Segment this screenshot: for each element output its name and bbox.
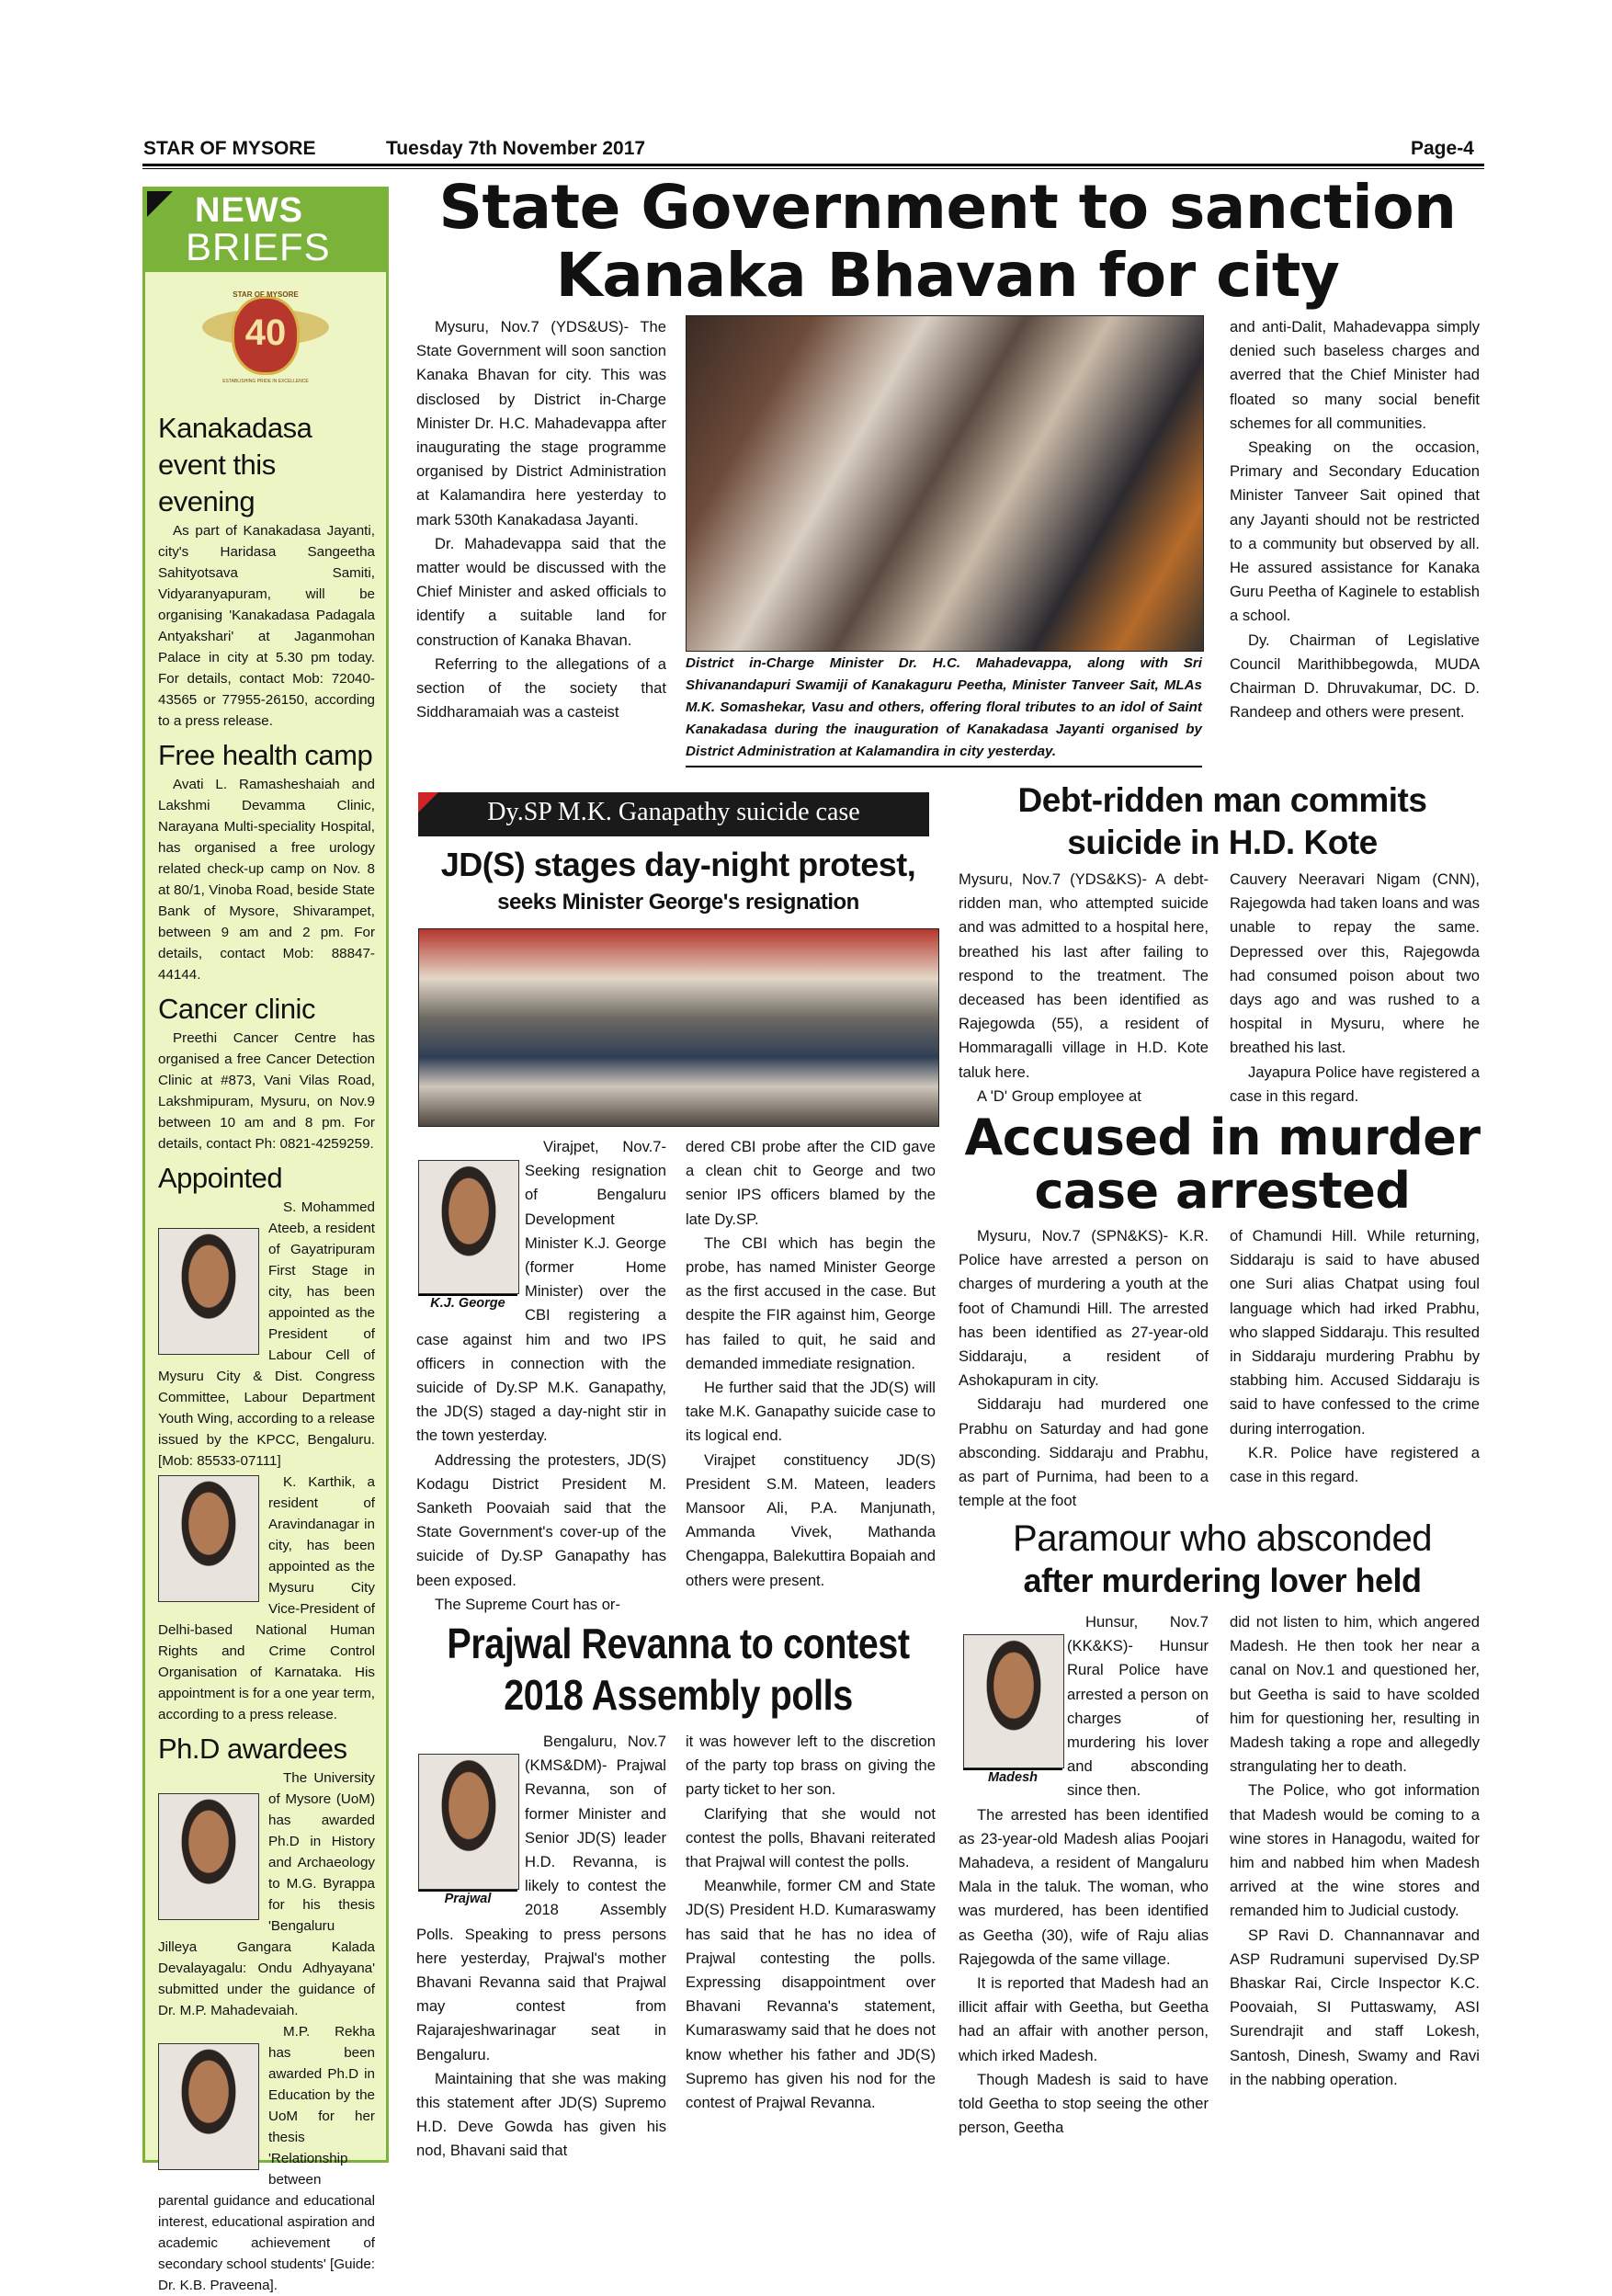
briefs-title-news: NEWS [195,191,303,230]
jds-column-1 [416,1135,666,1617]
portrait-ateeb [158,1228,259,1355]
brief-text-appointed-karthik: K. Karthik, a resident of Aravindanagar in city, has been appointed as the Mysuru City Vice-President of Delhi-based National Human Rights and Crime Control Organisation of Karnataka. His appointment is for a one year term, according to a press release. [158,1474,375,1722]
header-rule [142,164,1484,166]
logo-text-bottom: ESTABLISHING PRIDE IN EXCELLENCE [222,379,309,384]
portrait-byrappa [158,1793,259,1920]
header-rule-thin [142,168,1484,169]
paramour-col1-para: The arrested has been identified as 23-year-old Madesh alias Poojari Mahadeva, a resident of Mangaluru Mala in the taluk. The woman, who was murdered, has been identified as Geetha (30), wife of Raju alias Rajegowda of the same village. [959,1805,1209,1968]
prajwal-col2-para: Clarifying that she would not contest the polls, Bhavani reiterated that Prajwal will contest the polls. [686,1804,936,1871]
paramour-col2-para: The Police, who got information that Madesh would be coming to a wine stores in Hanagodu, waited for him and nabbed him when Madesh arrived at the wine stores and remanded him to Judicial custody. [1230,1781,1480,1920]
jds-col2-para: Virajpet constituency JD(S) President S.M. Mateen, leaders Mansoor Ali, P.A. Manjunath, Ammanda Vivek, Mathanda Chengappa, Balekuttira Bopaiah and others were present. [686,1450,936,1589]
portrait-rekha [158,2043,259,2170]
brief-heading-appointed: Appointed [158,1162,283,1194]
brief-heading-cancer-clinic: Cancer clinic [158,993,315,1025]
prajwal-column-1 [416,1730,666,2164]
prajwal-headline-line2: 2018 Assembly polls [504,1671,853,1719]
jds-col1-para: The Supreme Court has or- [435,1595,620,1613]
murder-col1-para: Siddaraju had murdered one Prabhu on Saturday and had gone absconding. Siddaraju and Prabhu, as part of Purnima, had been to a temple at the foot [959,1395,1209,1510]
briefs-corner-icon [147,191,173,217]
murder-headline-line2: case arrested [1034,1162,1411,1220]
debt-col2-para: Jayapura Police have registered a case in this regard. [1230,1063,1480,1105]
lead-column-3 [1230,315,1480,724]
paramour-portrait-spacer [959,1634,1067,1798]
portrait-caption-kj-george: K.J. George [418,1294,517,1311]
jds-headline: JD(S) stages day-night protest, [440,846,916,883]
debt-column-2 [1230,868,1480,1108]
debt-headline-line2: suicide in H.D. Kote [1067,824,1378,861]
paramour-col2-para: SP Ravi D. Channannavar and ASP Rudramuni supervised Dy.SP Bhaskar Rai, Circle Inspector K.C. Poovaiah, SI Puttaswamy, ASI Surendrajit and staff Lokesh, Santosh, Dinesh, Swamy and Ravi in the nabbing operation. [1230,1926,1480,2088]
murder-col1-para: Mysuru, Nov.7 (SPN&KS)- K.R. Police have arrested a person on charges of murdering a youth at the foot of Chamundi Hill. The arrested has been identified as 27-year-old Siddaraju, a resident of Ashokapuram in city. [959,1227,1209,1390]
logo-text-top: STAR OF MYSORE [233,290,299,299]
logo-number: 40 [244,313,287,353]
murder-col2-para: of Chamundi Hill. While returning, Siddaraju is said to have abused one Suri alias Chatpat using foul language which had irked Prabhu, who slapped Siddaraju. This resulted in Siddaraju murdering Prabhu by stabbing him. Accused Siddaraju is said to have confessed to the crime during interrogation. [1230,1227,1480,1438]
brief-heading-health-camp: Free health camp [158,739,373,771]
lead-col1-para: Dr. Mahadevappa said that the matter would be discussed with the Chief Minister and asked officials to identify a suitable land for construction of Kanaka Bhavan. [416,534,666,649]
jds-column-2 [686,1135,936,1593]
jds-protest-photo [418,928,939,1127]
jds-kicker-text: Dy.SP M.K. Ganapathy suicide case [487,798,860,826]
brief-heading-kanakadasa: Kanakadasa event this evening [158,412,312,517]
lead-col1-para: Referring to the allegations of a section of the society that Siddharamaiah was a casteist [416,654,666,722]
lead-column-1 [416,315,666,724]
page-number: Page-4 [1411,138,1474,159]
briefs-items [158,410,375,2296]
paramour-col1-para: Though Madesh is said to have told Geetha to stop seeing the other person, Geetha [959,2070,1209,2137]
lead-headline-line2: Kanaka Bhavan for city [555,240,1340,311]
prajwal-portrait-spacer [416,1754,525,1917]
jds-col2-para: He further said that the JD(S) will take M.K. Ganapathy suicide case to its logical end. [686,1379,936,1445]
portrait-karthik [158,1475,259,1602]
murder-column-1 [959,1224,1209,1513]
jds-subhead: seeks Minister George's resignation [497,890,859,915]
brief-heading-phd: Ph.D awardees [158,1733,347,1765]
lead-headline-line1: State Government to sanction [438,172,1457,243]
brief-text-health-camp: Avati L. Ramasheshaiah and Lakshmi Devamma Clinic, Narayana Multi-speciality Hospital, has organised a free urology related check-up camp on Nov. 8 at 80/1, Vinoba Road, beside State Bank of Mysore, Shivarampet, between 9 am and 2 pm. For details, contact Mob: 88847-44144. [158,777,375,983]
news-briefs-sidebar [142,187,389,2293]
lead-photo-kanakadasa-tribute [686,315,1204,652]
prajwal-column-2 [686,1730,936,2115]
jds-col1-para: Addressing the protesters, JD(S) Kodagu District President M. Sanketh Poovaiah said that the State Government's cover-up of the suicide of Dy.SP Ganapathy has been exposed. [416,1450,666,1589]
jds-col1-para: Virajpet, Nov.7- Seeking resignation of Bengaluru Development Minister K.J. George (former Home Minister) over the CBI registering a case against him and two IPS officers in connection with the suicide of Dy.SP M.K. Ganapathy, the JD(S) staged a day-night stir in the town yesterday. [416,1138,666,1445]
lead-col3-para: and anti-Dalit, Mahadevappa simply denied such baseless charges and averred that the Chief Minister had floated so many social benefit schemes for all communities. [1230,318,1480,432]
portrait-caption-madesh: Madesh [963,1768,1062,1785]
murder-column-2 [1230,1224,1480,1489]
murder-headline-line1: Accused in murder [964,1108,1481,1166]
jds-portrait-spacer [416,1159,525,1323]
brief-text-appointed-ateeb: S. Mohammed Ateeb, a resident of Gayatripuram First Stage in city, has been appointed as the President of Labour Cell of Mysuru City & Dist. Congress Committee, Labour Department Youth Wing, according to a release issued by the KPCC, Bengaluru. [Mob: 85533-07111] [158,1199,375,1469]
paramour-col1-para: Hunsur, Nov.7 (KK&KS)- Hunsur Rural Police have arrested a person on charges of murdering his lover and absconding since then. [1067,1613,1209,1800]
jds-col2-para: dered CBI probe after the CID gave a clean chit to George and two senior IPS officers blamed by the late Dy.SP. [686,1138,936,1228]
prajwal-headline-line1: Prajwal Revanna to contest [447,1620,910,1667]
anniversary-logo [215,290,316,392]
paramour-col1-para: It is reported that Madesh had an illicit affair with Geetha, but Geetha had an affair with another person, which irked Madesh. [959,1974,1209,2064]
lead-caption-rule [686,766,1202,767]
paramour-column-2 [1230,1610,1480,2092]
jds-col2-para: The CBI which has begin the probe, has named Minister George as the first accused in the case. But despite the FIR against him, George has failed to quit, he said and demanded immediate resignation. [686,1233,936,1372]
debt-headline-line1: Debt-ridden man commits [1017,781,1427,819]
lead-photo-caption: District in-Charge Minister Dr. H.C. Mahadevappa, along with Sri Shivanandapuri Swamiji of Kanakaguru Peetha, Minister Tanveer Sait, MLAs M.K. Somashekar, Vasu and others, offering floral tributes to an idol of Saint Kanakadasa during the inauguration of Kanakadasa Jayanti organised by District Administration at Kalamandira in city yesterday. [686,655,1202,759]
murder-col2-para: K.R. Police have registered a case in this regard. [1230,1443,1480,1486]
brief-text-kanakadasa: As part of Kanakadasa Jayanti, city's Haridasa Sangeetha Sahityotsava Samiti, Vidyaranyapuram, will be organising 'Kanakadasa Padagala Antyakshari' at Jaganmohan Palace in city at 5.30 pm today. For details, contact Mob: 72040-43565 or 77955-26150, according to a press release. [158,523,375,729]
jds-kicker-bar [418,792,929,836]
debt-col1-para: Mysuru, Nov.7 (YDS&KS)- A debt-ridden man, who attempted suicide and was admitted to a hospital here, breathed his last after failing to respond to the treatment. The deceased has been identified as Rajegowda (55), a resident of Hommaragalli village in H.D. Kote taluk here. [959,870,1209,1081]
briefs-title-block [145,189,386,272]
briefs-title-briefs: BRIEFS [186,225,331,268]
portrait-caption-prajwal: Prajwal [418,1890,517,1906]
paper-name: STAR OF MYSORE [143,138,316,159]
lead-col3-para: Dy. Chairman of Legislative Council Marithibbegowda, MUDA Chairman D. Dhruvakumar, DC. D. Randeep and others were present. [1230,631,1480,722]
prajwal-col1-para: Bengaluru, Nov.7 (KMS&DM)- Prajwal Revanna, son of former Minister and Senior JD(S) leader H.D. Revanna, is likely to contest the 2018 Assembly Polls. Speaking to press persons here yesterday, Prajwal's mother Bhavani Revanna said that Prajwal may contest from Rajarajeshwarinagar seat in Bengaluru. [416,1733,666,2063]
brief-text-cancer-clinic: Preethi Cancer Centre has organised a free Cancer Detection Clinic at #873, Vani Vilas Road, Lakshmipuram, Mysuru, on Nov.9 between 10 am and 8 pm. For details, contact Ph: 0821-4259259. [158,1030,375,1152]
debt-col1-para: A 'D' Group employee at [977,1086,1141,1105]
paramour-headline-line1: Paramour who absconded [1013,1518,1432,1559]
paramour-column-1 [959,1610,1209,2140]
brief-text-phd-rekha: M.P. Rekha has been awarded Ph.D in Education by the UoM for her thesis 'Relationship between parental guidance and educational interest, educational aspiration and academic achievement of secondary school students' [Guide: Dr. K.B. Praveena]. [158,2024,375,2293]
debt-column-1 [959,868,1209,1108]
paramour-col2-para: did not listen to him, which angered Madesh. He then took her near a canal on Nov.1 and questioned her, but Geetha is said to have scolded him for questioning her, resulting in Madesh taking a rope and allegedly strangulating her to death. [1230,1613,1480,1776]
lead-col1-para: Mysuru, Nov.7 (YDS&US)- The State Government will soon sanction Kanaka Bhavan for city. This was disclosed by District in-Charge Minister Dr. H.C. Mahadevappa after inaugurating the stage programme organised by District Administration at Kalamandira here yesterday to mark 530th Kanakadasa Jayanti. [416,318,666,529]
prajwal-col2-para: it was however left to the discretion of the party top brass on giving the party ticket to her son. [686,1733,936,1799]
debt-col2-para: Cauvery Neeravari Nigam (CNN), Rajegowda had taken loans and was unable to repay the same. Depressed over this, Rajegowda had consumed poison about two days ago and was rushed to a hospital in Mysuru, where he breathed his last. [1230,870,1480,1057]
brief-text-phd-byrappa: The University of Mysore (UoM) has awarded Ph.D in History and Archaeology to M.G. Byrappa for his thesis 'Bengaluru Jilleya Gangara Kalada Devalayagalu: Ondu Adhyayana' submitted under the guidance of Dr. M.P. Mahadevaiah. [158,1770,375,2018]
paramour-headline-line2: after murdering lover held [1023,1562,1422,1599]
lead-col3-para: Speaking on the occasion, Primary and Secondary Education Minister Tanveer Sait opined that any Jayanti should not be restricted to a community but observed by all. He assured assistance for Kanaka Guru Peetha of Kaginele to establish a school. [1230,438,1480,625]
issue-date: Tuesday 7th November 2017 [386,138,646,159]
prajwal-col1-para: Maintaining that she was making this statement after JD(S) Supremo H.D. Deve Gowda has given his nod, Bhavani said that [416,2069,666,2160]
prajwal-col2-para: Meanwhile, former CM and State JD(S) President H.D. Kumaraswamy has said that he has no idea of Prajwal contesting the polls. Expressing disappointment over Bhavani Revanna's statement, Kumaraswamy said that he does not know whether his father and JD(S) Supremo has given his nod for the contest of Prajwal Revanna. [686,1877,936,2112]
